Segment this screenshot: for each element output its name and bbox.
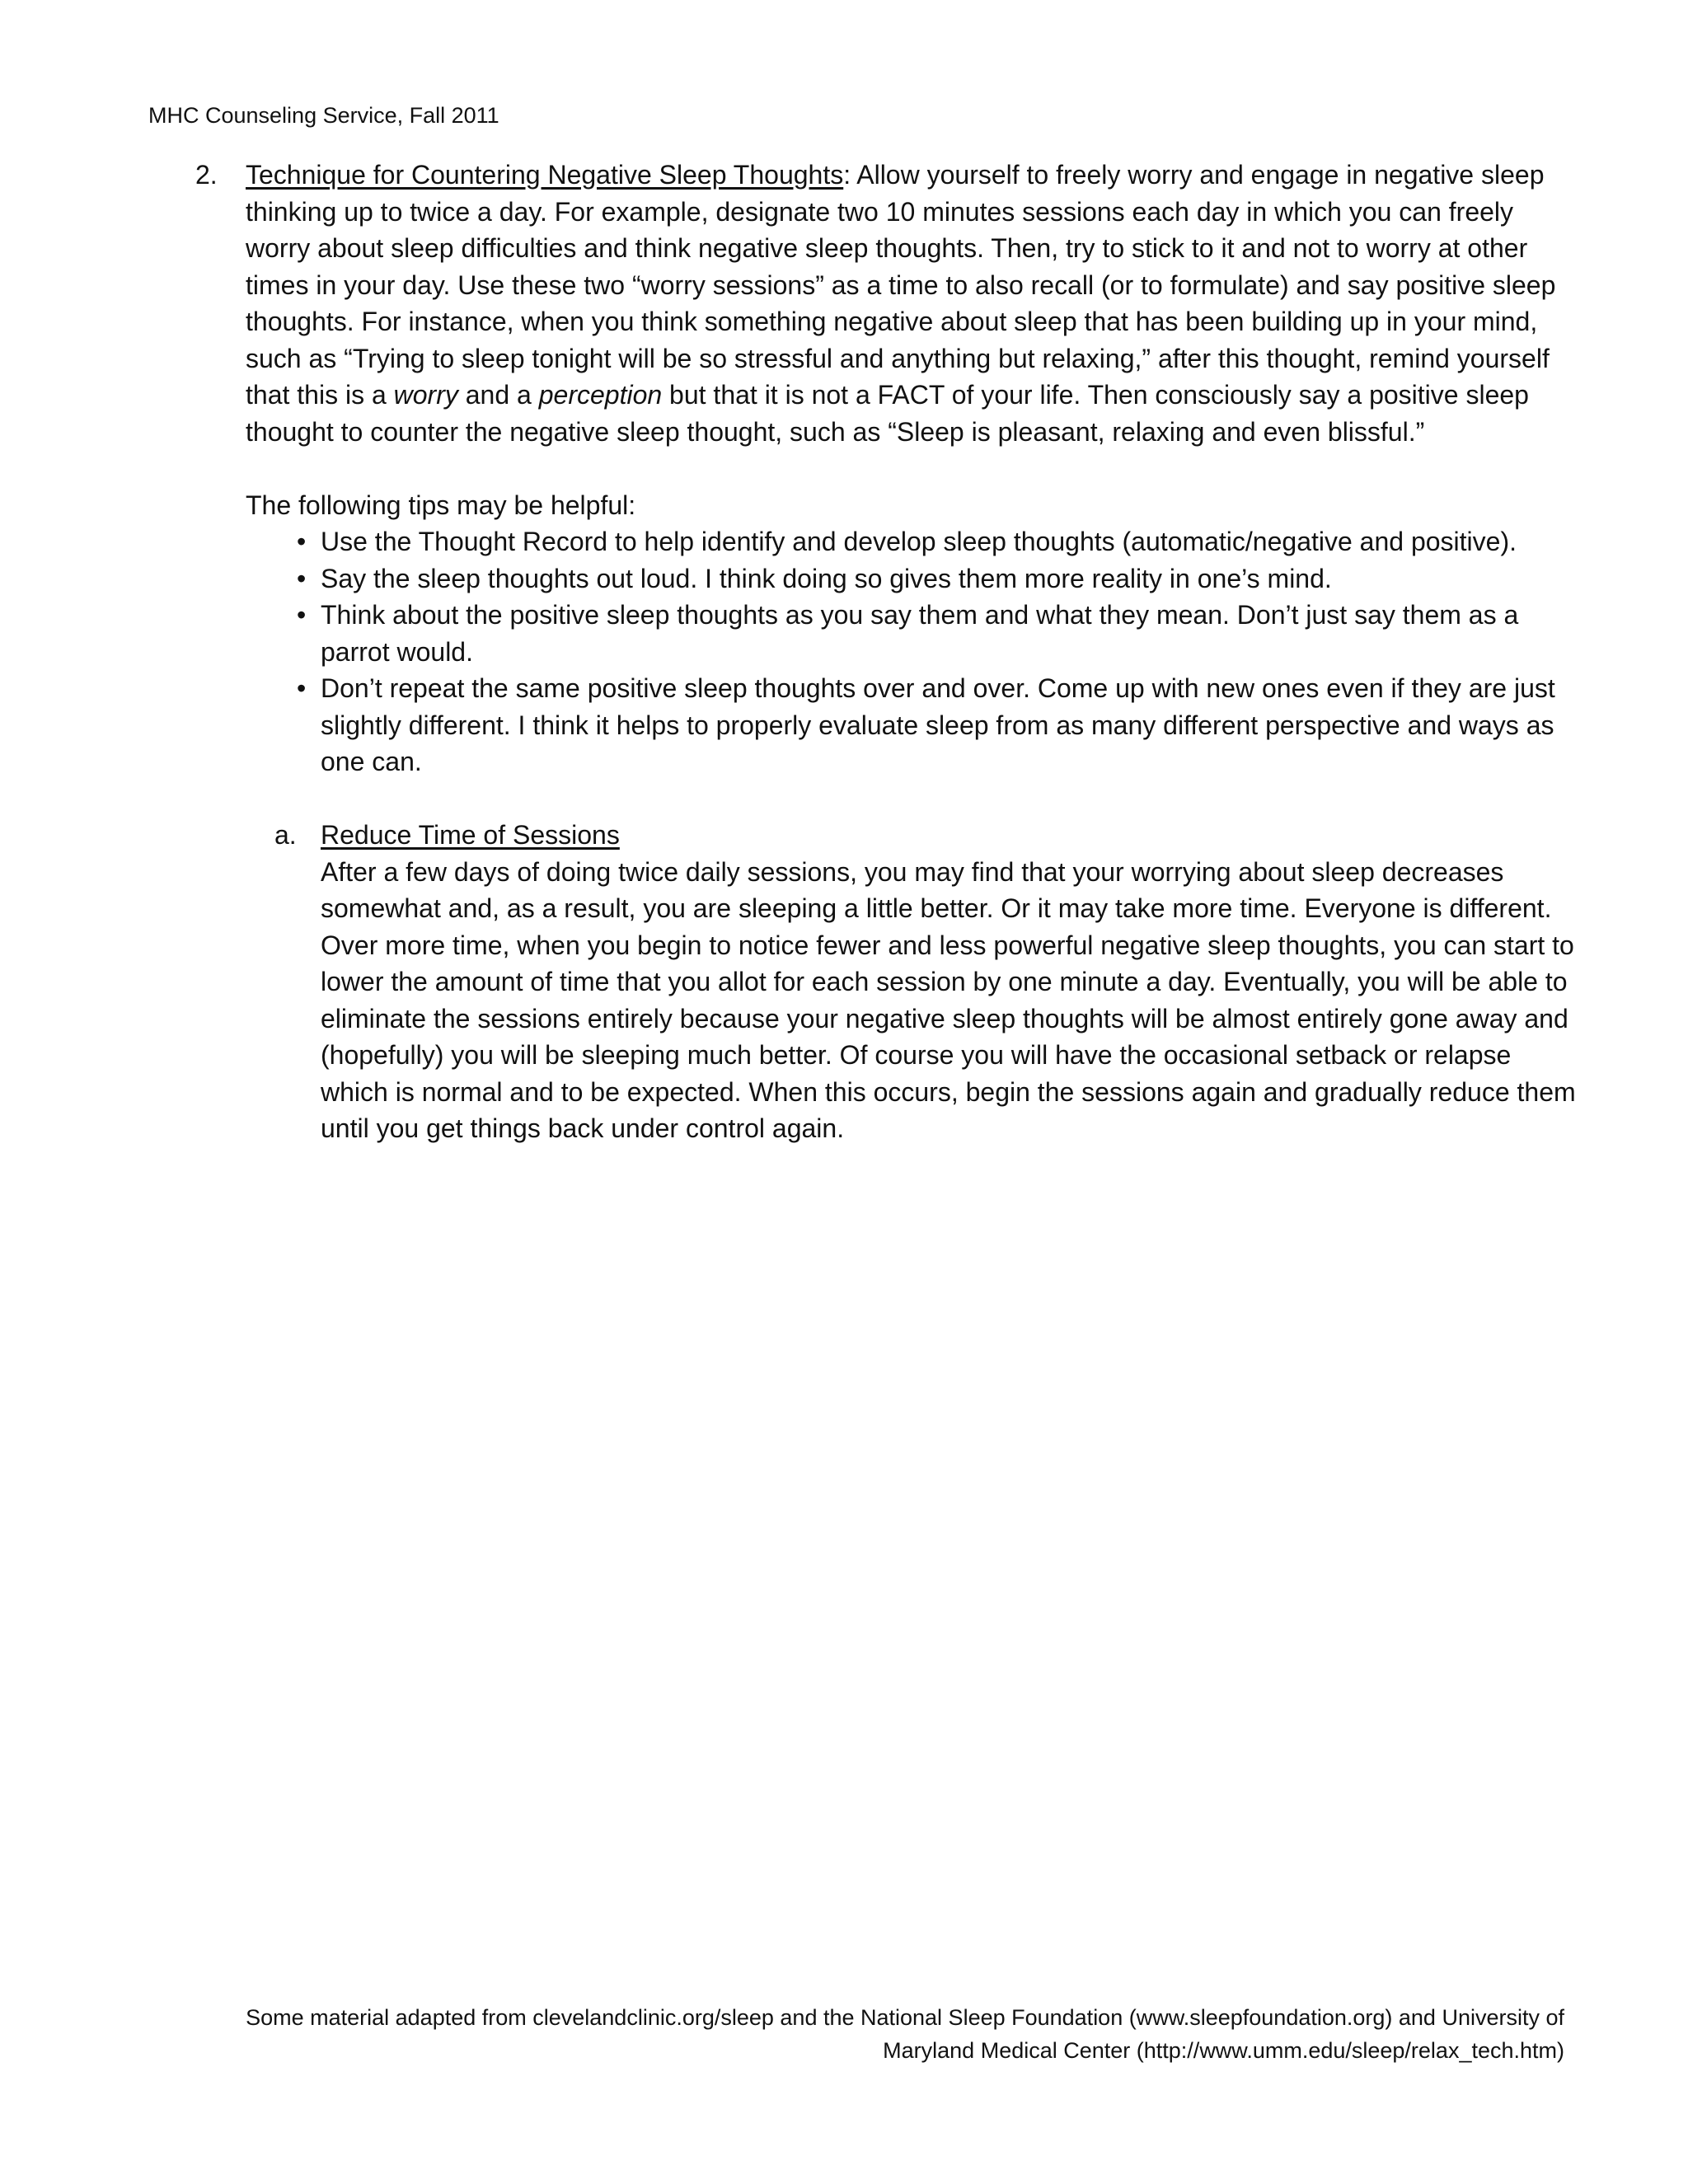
- tip-item: [246, 523, 1580, 560]
- item-2-text-part-3: but that it is not a FACT of your life. Then consciously say a positive sleep thought to counter the negative sleep thought, such as “Sleep is pleasant, relaxing and even blissful.”: [246, 380, 1529, 447]
- item-2-italic-perception: perception: [538, 380, 663, 410]
- bullet-icon: •: [297, 527, 307, 556]
- footer-line-2: Maryland Medical Center (http://www.umm.edu/sleep/relax_tech.htm): [883, 2038, 1564, 2063]
- tip-text: Think about the positive sleep thoughts as you say them and what they mean. Don’t just say them as a parrot would.: [321, 600, 1519, 667]
- page-header: MHC Counseling Service, Fall 2011: [148, 103, 499, 128]
- bullet-icon: •: [297, 563, 307, 593]
- item-number: 2.: [195, 160, 218, 190]
- numbered-item-2: [195, 157, 1580, 1147]
- tip-item: [246, 560, 1580, 598]
- tip-item: [246, 597, 1580, 670]
- sub-item-title: Reduce Time of Sessions: [321, 820, 620, 850]
- sub-item-body: After a few days of doing twice daily sessions, you may find that your worrying about sleep decreases somewhat and, as a result, you are sleeping a little better. Or it may take more time. Everyone is different. Over more time, when you begin to notice fewer and less powerful negative sleep thoughts, you can start to lower the amount of time that you allot for each session by one minute a day. Eventually, you will be able to eliminate the sessions entirely because your negative sleep thoughts will be almost entirely gone away and (hopefully) you will be sleeping much better. Of course you will have the occasional setback or relapse which is normal and to be expected. When this occurs, begin the sessions again and gradually reduce them until you get things back under control again.: [321, 856, 1576, 1143]
- tip-text: Don’t repeat the same positive sleep thoughts over and over. Come up with new ones even if they are just slightly different. I think it helps to properly evaluate sleep from as many different perspective and ways as one can.: [321, 673, 1555, 776]
- page-footer: [163, 2001, 1564, 2067]
- item-2-italic-worry: worry: [393, 380, 458, 410]
- bullet-icon: •: [297, 673, 307, 703]
- sub-item-letter: a.: [274, 820, 297, 850]
- sub-item-a: [274, 817, 1580, 1147]
- item-2-paragraph: [246, 157, 1580, 450]
- tips-lead: The following tips may be helpful:: [246, 490, 636, 520]
- tips-list: [246, 523, 1580, 780]
- tip-text: Use the Thought Record to help identify and develop sleep thoughts (automatic/negative and positive).: [321, 527, 1517, 556]
- item-2-text-part-2: and a: [457, 380, 539, 410]
- item-2-text-part-1: : Allow yourself to freely worry and engage in negative sleep thinking up to twice a day. For example, designate two 10 minutes sessions each day in which you can freely worry about sleep difficulties and think negative sleep thoughts. Then, try to stick to it and not to worry at other times in your day. Use these two “worry sessions” as a time to also recall (or to formulate) and say positive sleep thoughts. For instance, when you think something negative about sleep that has been building up in your mind, such as “Trying to sleep tonight will be so stressful and anything but relaxing,” after this thought, remind yourself that this is a: [246, 160, 1556, 410]
- tip-text: Say the sleep thoughts out loud. I think doing so gives them more reality in one’s mind.: [321, 563, 1332, 593]
- footer-line-1: Some material adapted from clevelandclinic.org/sleep and the National Sleep Foundation (www.sleepfoundation.org) and University of: [246, 2005, 1564, 2030]
- item-2-title: Technique for Countering Negative Sleep Thoughts: [246, 160, 844, 190]
- bullet-icon: •: [297, 600, 307, 630]
- tip-item: [246, 670, 1580, 780]
